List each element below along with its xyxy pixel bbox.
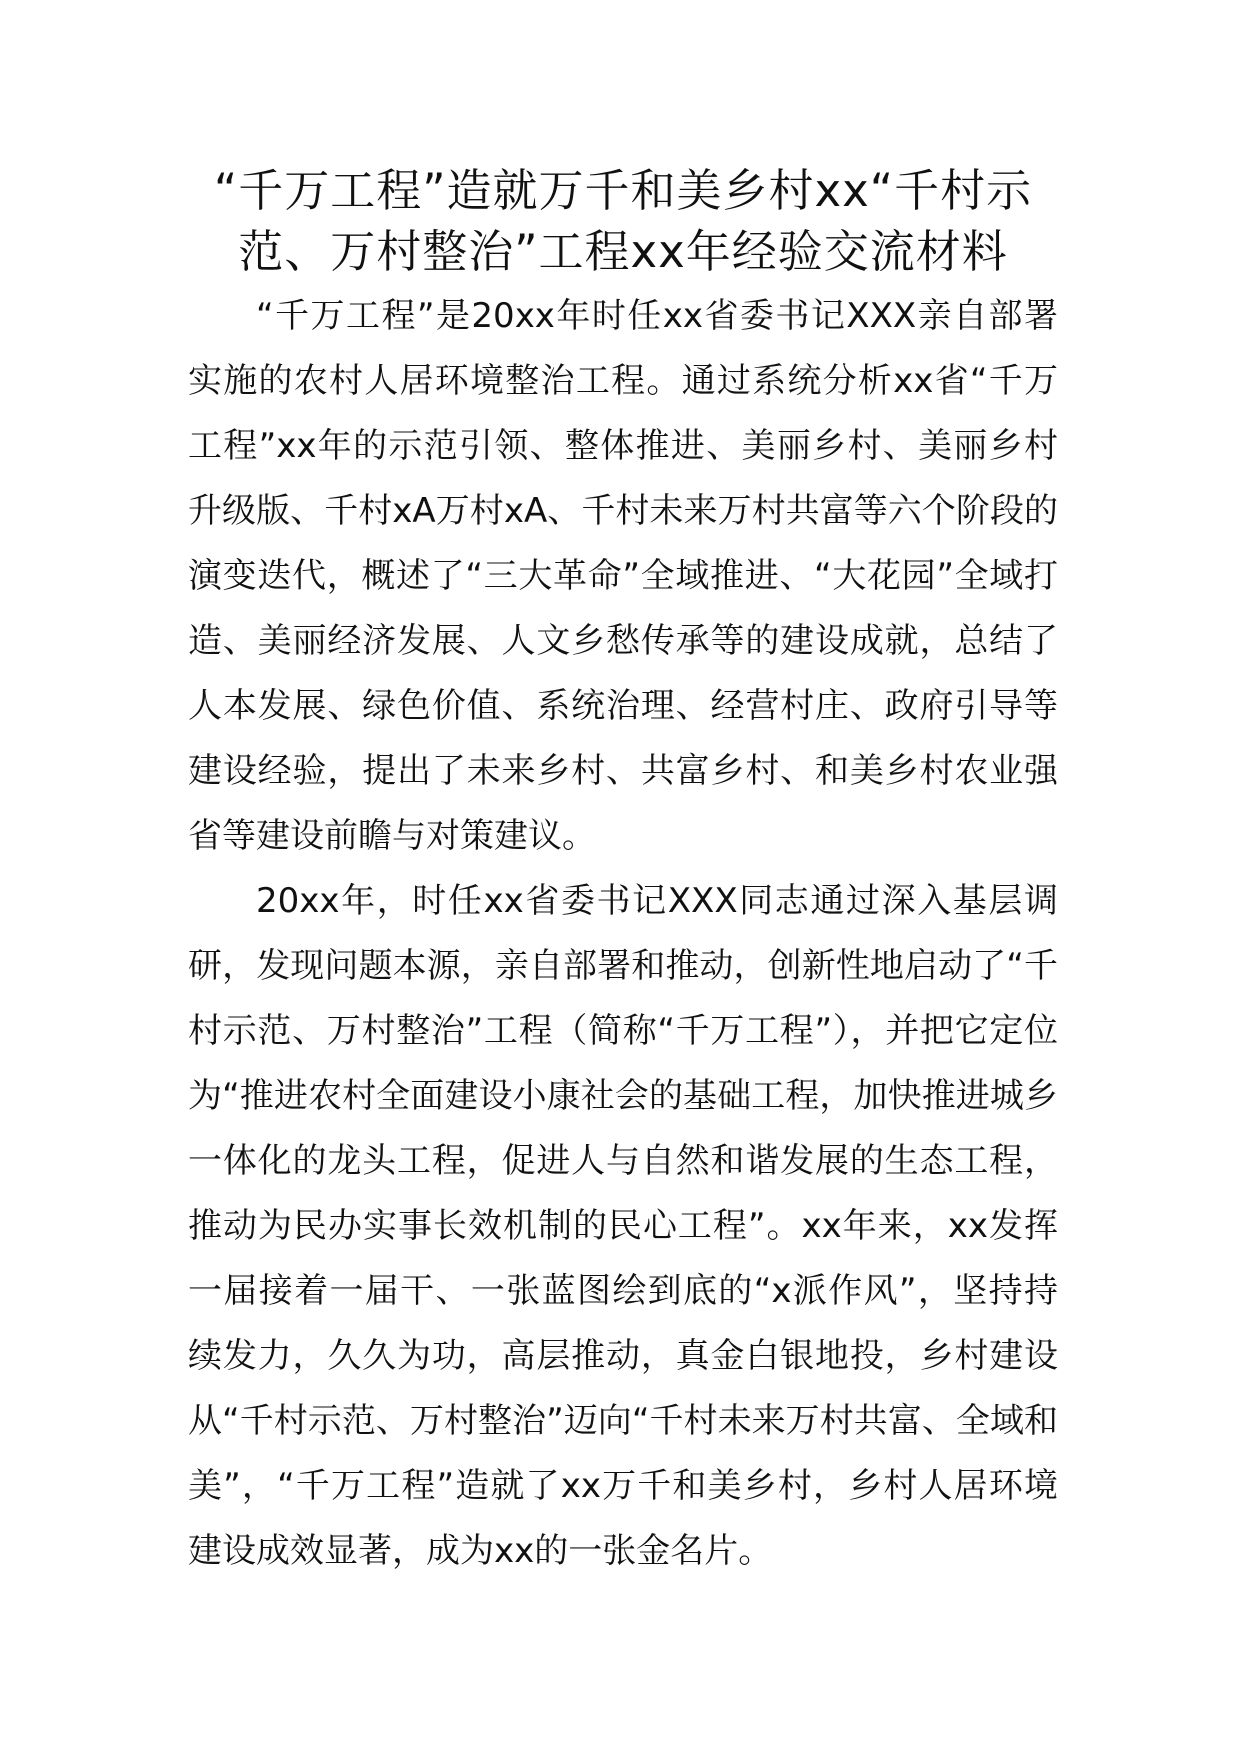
paragraph-intro: “千万工程”是20xx年时任xx省委书记XXX亲自部署实施的农村人居环境整治工程。通过系统分析xx省“千万工程”xx年的示范引领、整体推进、美丽乡村、美丽乡村升级版、千村xA万村xA、千村未来万村共富等六个阶段的演变迭代，概述了“三大革命”全域推进、“大花园”全域打造、美丽经济发展、人文乡愁传承等的建设成就，总结了人本发展、绿色价值、系统治理、经营村庄、政府引导等建设经验，提出了未来乡村、共富乡村、和美乡村农业强省等建设前瞻与对策建议。 — [188, 296, 1058, 856]
document-body — [188, 160, 1058, 1584]
paragraph-background: 20xx年，时任xx省委书记XXX同志通过深入基层调研，发现问题本源，亲自部署和推动，创新性地启动了“千村示范、万村整治”工程（简称“千万工程”），并把它定位为“推进农村全面建设小康社会的基础工程，加快推进城乡一体化的龙头工程，促进人与自然和谐发展的生态工程，推动为民办实事长效机制的民心工程”。xx年来，xx发挥一届接着一届干、一张蓝图绘到底的“x派作风”，坚持持续发力，久久为功，高层推动，真金白银地投，乡村建设从“千村示范、万村整治”迈向“千村未来万村共富、全域和美”，“千万工程”造就了xx万千和美乡村，乡村人居环境建设成效显著，成为xx的一张金名片。 — [188, 881, 1058, 1571]
document-title: “千万工程”造就万千和美乡村xx“千村示范、万村整治”工程xx年经验交流材料 — [213, 164, 1033, 278]
